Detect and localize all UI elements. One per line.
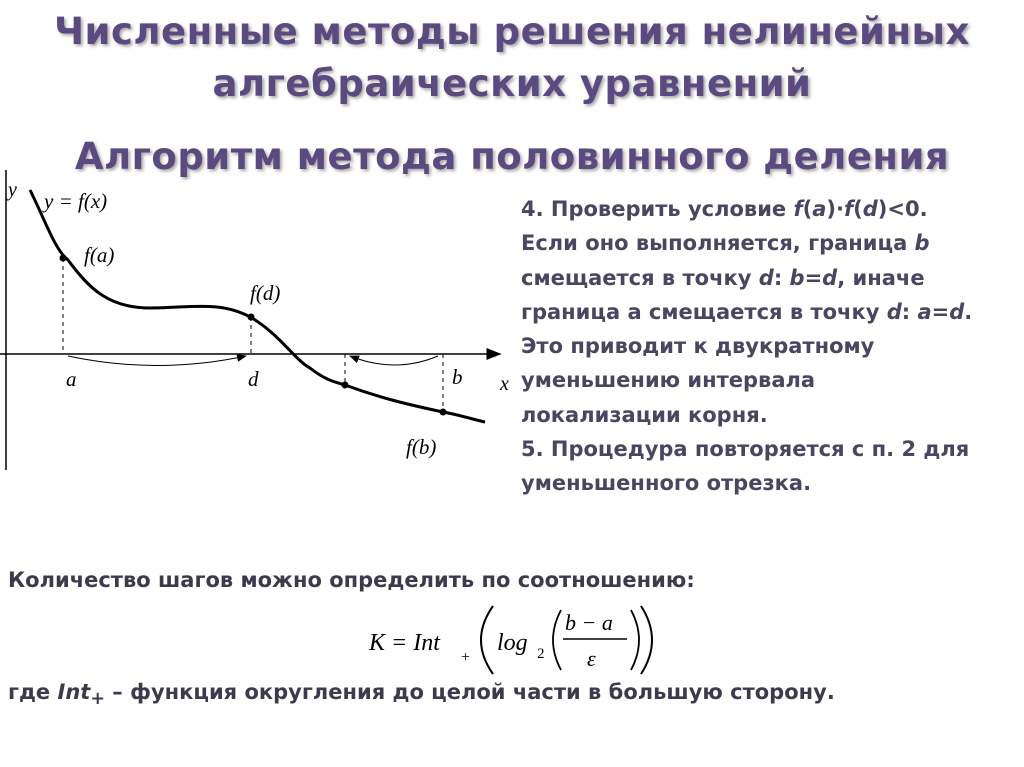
interval-arc-ad bbox=[68, 356, 246, 366]
y-axis-label: y bbox=[8, 179, 17, 201]
step-line-8: 5. Процедура повторяется с п. 2 для bbox=[521, 437, 970, 462]
x-axis-label: x bbox=[500, 373, 509, 395]
formula-outer-paren-right bbox=[641, 606, 652, 674]
fd-label: f(d) bbox=[250, 281, 281, 305]
algorithm-steps bbox=[521, 192, 1011, 501]
step-line-6: уменьшению интервала bbox=[521, 368, 816, 393]
formula-inner-paren-left bbox=[553, 610, 561, 670]
formula-inner-paren-right bbox=[631, 610, 639, 670]
point-fb bbox=[440, 409, 447, 416]
point-fd bbox=[248, 314, 255, 321]
rounding-explanation: где Int$_+$ – функция округления до целой части в большую сторону. bbox=[8, 680, 835, 710]
step-line-2: Если оно выполняется, граница b bbox=[521, 231, 930, 256]
a-label: a bbox=[66, 367, 77, 391]
step-line-9: уменьшенного отрезка. bbox=[521, 471, 812, 496]
formula-log: log bbox=[497, 630, 528, 656]
steps-formula bbox=[365, 598, 665, 683]
formula-sub-plus: + bbox=[461, 649, 471, 666]
fa-label: f(a) bbox=[84, 243, 115, 267]
fb-label: f(b) bbox=[406, 435, 437, 459]
formula-log-base: 2 bbox=[537, 646, 545, 662]
step-line-3: смещается в точку d: b=d, иначе bbox=[521, 265, 925, 290]
curve-label: y = f(x) bbox=[44, 189, 108, 213]
step-line-4: граница а смещается в точку d: a=d. bbox=[521, 299, 973, 324]
formula-denominator: ε bbox=[587, 646, 596, 671]
step-line-7: локализации корня. bbox=[521, 402, 768, 427]
title-line-1: Численные методы решения нелинейных bbox=[54, 10, 970, 53]
step-line-5: Это приводит к двукратному bbox=[521, 334, 875, 359]
interval-arc-mb bbox=[350, 356, 438, 365]
title-line-3: Алгоритм метода половинного деления bbox=[74, 135, 950, 178]
bisection-graph bbox=[0, 170, 520, 490]
formula-numerator: b − a bbox=[565, 610, 613, 635]
point-fa bbox=[60, 255, 67, 262]
point-mid bbox=[342, 382, 349, 389]
formula-lhs: K = Int bbox=[369, 630, 440, 656]
steps-count-text: Количество шагов можно определить по соотношению: bbox=[8, 568, 695, 592]
step-line-1: 4. Проверить условие f(a)·f(d)<0. bbox=[521, 197, 928, 221]
title-line-2: алгебраических уравнений bbox=[212, 62, 812, 105]
formula-outer-paren-left bbox=[481, 606, 493, 674]
b-label: b bbox=[452, 365, 463, 389]
d-label: d bbox=[248, 367, 259, 391]
